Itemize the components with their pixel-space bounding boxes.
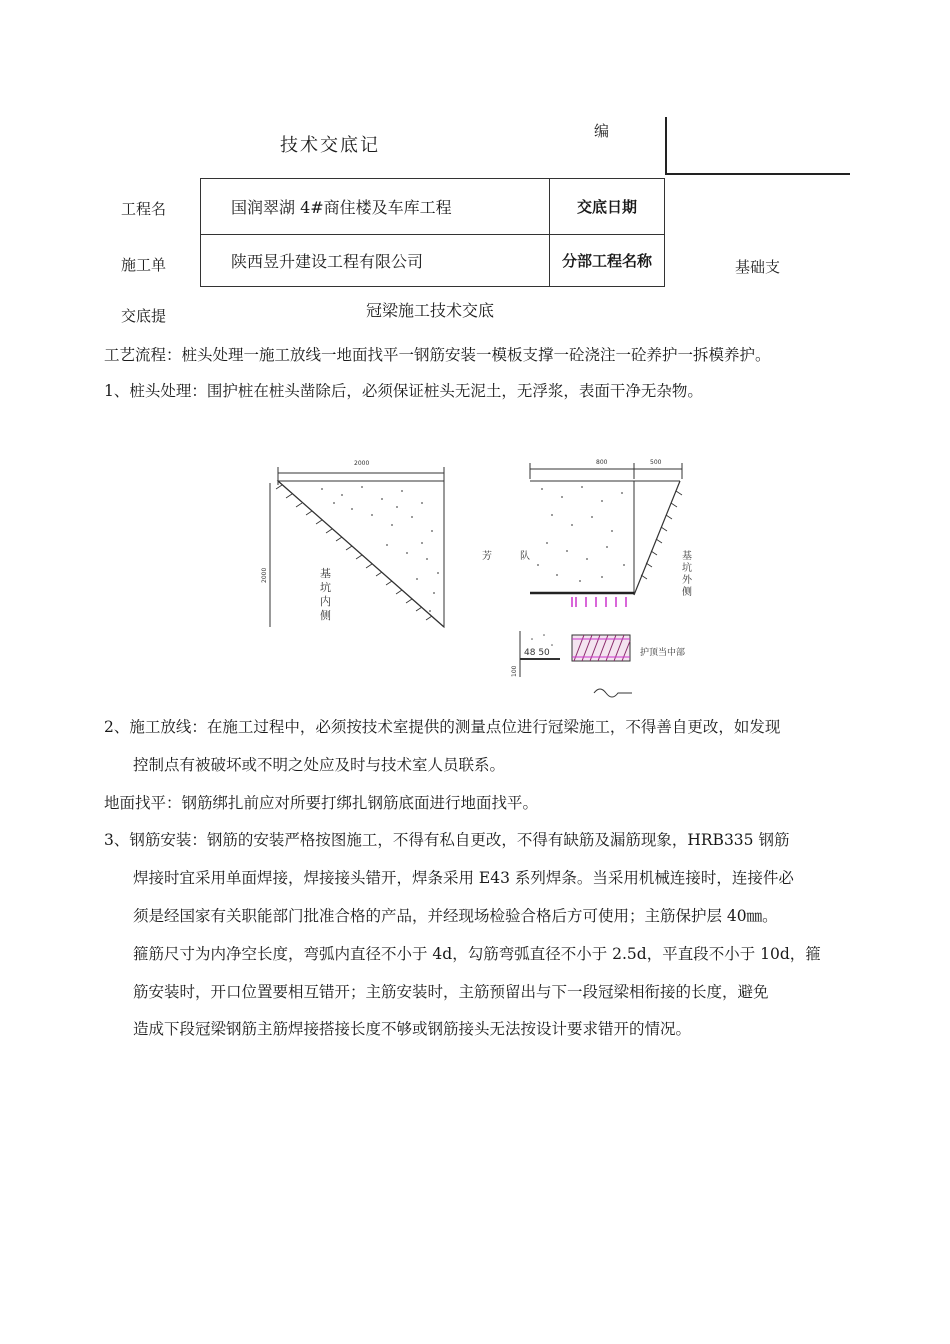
right-dim-text-b: 500 (650, 459, 662, 466)
item-3-line-2: 焊接时宜采用单面焊接，焊接接头错开，焊条采用 E43 系列焊条。当采用机械连接时，连接件必 (133, 869, 794, 887)
left-slope-line (278, 481, 444, 627)
item-1-text: 1、桩头处理：围护桩在桩头凿除后，必须保证桩头无泥土，无浮浆，表面干净无杂物。 (104, 382, 703, 400)
left-label-char-1: 基 (320, 567, 331, 580)
mid-label-a: 芳 (482, 551, 492, 562)
left-slope-hatching (276, 485, 432, 620)
serial-number-box (665, 117, 850, 175)
document-title: 技术交底记 (280, 135, 380, 156)
diagram-svg (262, 455, 692, 705)
left-label-char-4: 侧 (320, 609, 331, 622)
item-2-line-2: 控制点有被破坏或不明之处应及时与技术室人员联系。 (133, 756, 506, 774)
detail-side-dimension: 100 (511, 665, 518, 677)
subject-value: 冠梁施工技术交底 (366, 301, 495, 320)
detail-caption: 护顶当中部 (640, 648, 686, 658)
division-name-value: 基础支 (735, 258, 781, 276)
process-flow-text: 工艺流程：桩头处理一施工放线一地面找平一钢筋安装一模板支撑一砼浇注一砼养护一拆模养护。 (104, 346, 771, 364)
left-top-dimension-text: 2000 (354, 460, 370, 467)
division-name-label: 分部工程名称 (550, 235, 665, 287)
ground-level-text: 地面找平：钢筋绑扎前应对所要打绑扎钢筋底面进行地面找平。 (104, 794, 539, 812)
project-name-value: 国润翠湖 4#商住楼及车库工程 (201, 179, 550, 235)
serial-label: 编 (594, 122, 610, 140)
handover-date-label: 交底日期 (550, 179, 665, 235)
right-label-char-2: 坑 (682, 563, 692, 574)
construction-unit-value: 陕西昱升建设工程有限公司 (201, 235, 550, 287)
right-dim-text-a: 800 (596, 459, 608, 466)
left-side-dimension-text: 2000 (261, 567, 268, 583)
detail-dimension-text: 48 50 (524, 648, 550, 658)
item-3-line-4: 箍筋尺寸为内净空长度，弯弧内直径不小于 4d，勾筋弯弧直径不小于 2.5d，平直段不小于 10d，箍 (133, 945, 821, 963)
item-2-line-1: 2、施工放线：在施工过程中，必须按技术室提供的测量点位进行冠梁施工，不得善自更改，如发现 (104, 718, 781, 736)
construction-unit-label: 施工单 (121, 256, 167, 274)
break-mark (594, 689, 632, 697)
detail-dots (531, 634, 553, 646)
item-3-line-6: 造成下段冠梁钢筋主筋焊接搭接长度不够或钢筋接头无法按设计要求错开的情况。 (133, 1020, 692, 1038)
right-concrete-dots (537, 486, 625, 582)
left-label-char-2: 坑 (320, 581, 331, 594)
right-slope-hatching (641, 491, 682, 579)
item-3-line-5: 筋安装时，开口位置要相互错开；主筋安装时，主筋预留出与下一段冠梁相衔接的长度，避免 (133, 983, 769, 1001)
right-label-char-4: 侧 (682, 587, 692, 598)
item-3-line-1: 3、钢筋安装：钢筋的安装严格按图施工，不得有私自更改，不得有缺筋及漏筋现象，HRB335 钢筋 (104, 831, 790, 849)
item-3-line-3: 须是经国家有关职能部门批准合格的产品，并经现场检验合格后方可使用；主筋保护层 40㎜。 (133, 907, 778, 925)
left-label-char-3: 内 (320, 595, 331, 608)
crown-beam-diagram (262, 455, 692, 705)
left-concrete-dots (321, 486, 439, 612)
subject-label: 交底提 (121, 307, 167, 325)
right-rebar-marks (572, 597, 626, 607)
info-table (200, 178, 665, 287)
right-slope-line (634, 481, 680, 595)
project-name-label: 工程名 (121, 200, 167, 218)
right-label-char-3: 外 (682, 575, 692, 586)
right-label-char-1: 基 (682, 551, 692, 562)
mid-label-b: 队 (520, 551, 530, 562)
